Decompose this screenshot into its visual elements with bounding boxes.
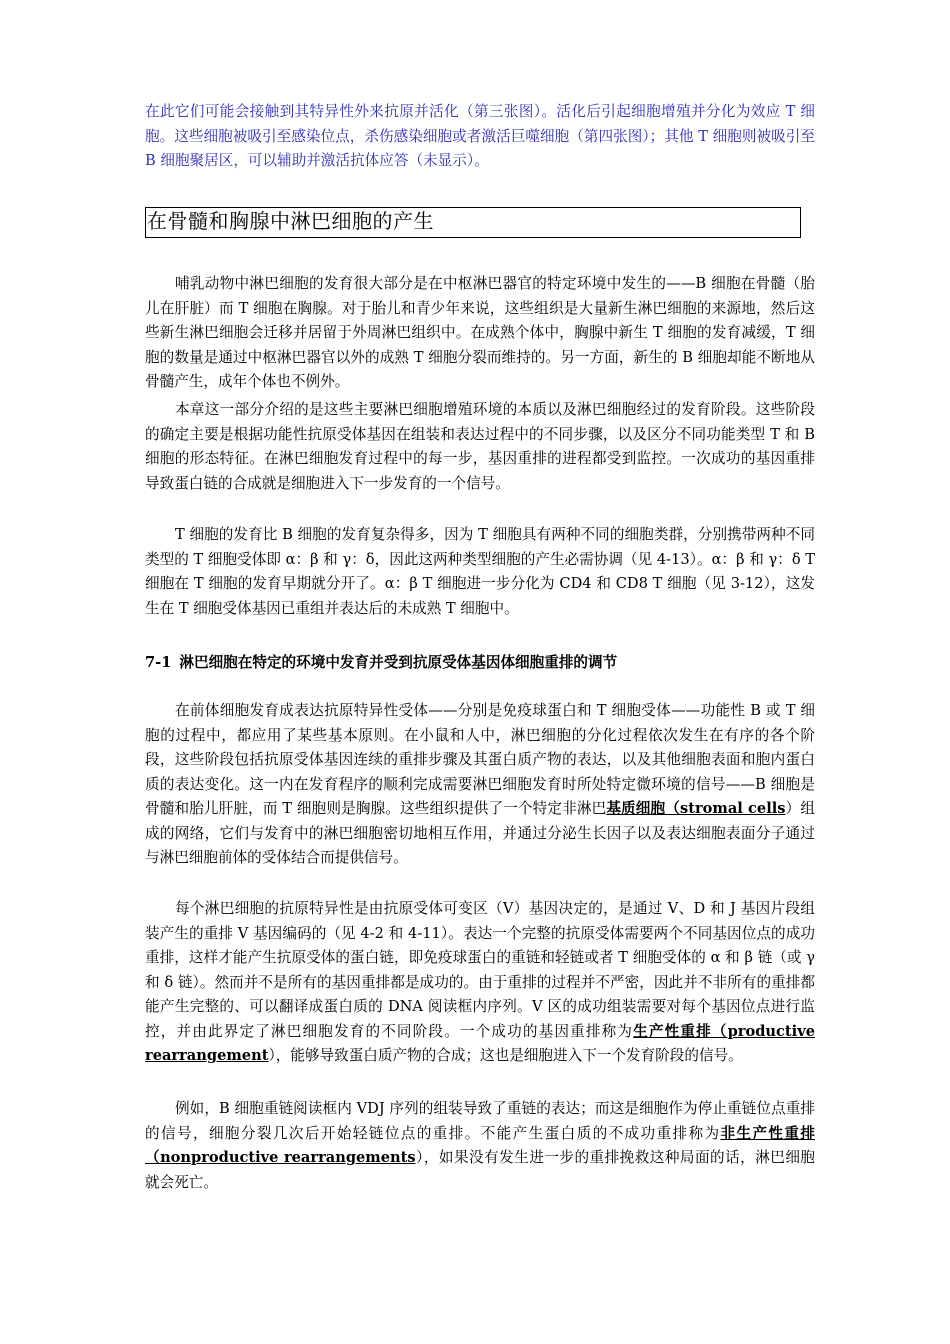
subsection-number: 7-1 — [145, 654, 172, 671]
body-paragraph-3: T 细胞的发育比 B 细胞的发育复杂得多，因为 T 细胞具有两种不同的细胞类群，分别携带两种不同类型的 T 细胞受体即 α：β 和 γ：δ，因此这两种类型细胞的产生必需协调（见 4-13）。α：β 和 γ：δ T 细胞在 T 细胞的发育早期就分开了。α：β T 细胞进一步分化为 CD4 和 CD8 T 细胞（见 3-12），这发生在 T 细胞受体基因已重组并表达后的未成熟 T 细胞中。 — [145, 526, 815, 617]
section-heading-box — [145, 207, 801, 238]
paragraph-6-text-a: 例如，B 细胞重链阅读框内 VDJ 序列的组装导致了重链的表达；而这是细胞作为停止重链位点重排的信号，细胞分裂几次后开始轻链位点的重排。不能产生蛋白质的不成功重排称为 — [145, 1100, 815, 1142]
body-paragraph-2: 本章这一部分介绍的是这些主要淋巴细胞增殖环境的本质以及淋巴细胞经过的发育阶段。这些阶段的确定主要是根据功能性抗原受体基因在组装和表达过程中的不同步骤，以及区分不同功能类型 T 和 B 细胞的形态特征。在淋巴细胞发育过程中的每一步，基因重排的进程都受到监控。一次成功的基因重排导致蛋白链的合成就是细胞进入下一步发育的一个信号。 — [145, 401, 815, 492]
paragraph-4-text-b: ）组成的网络，它们与发育中的淋巴细胞密切地相互作用，并通过分泌生长因子以及表达细胞表面分子通过与淋巴细胞前体的受体结合而提供信号。 — [145, 800, 815, 866]
term-nonproductive-rearrangements: 非生产性重排（nonproductive rearrangements — [145, 1124, 815, 1166]
paragraph-6-text-b: ），如果没有发生进一步的重排挽救这种局面的话，淋巴细胞就会死亡。 — [145, 1149, 815, 1191]
body-paragraph-5 — [145, 897, 815, 1069]
intro-paragraph: 在此它们可能会接触到其特异性外来抗原并活化（第三张图）。活化后引起细胞增殖并分化为效应 T 细胞。这些细胞被吸引至感染位点，杀伤感染细胞或者激活巨噬细胞（第四张图）；其他 T 细胞则被吸引至 B 细胞聚居区，可以辅助并激活抗体应答（未显示）。 — [145, 103, 815, 169]
term-stromal-cells: 基质细胞（stromal cells — [606, 800, 786, 817]
body-paragraph-6 — [145, 1097, 815, 1195]
subsection-heading — [145, 651, 617, 675]
section-title: 在骨髓和胸腺中淋巴细胞的产生 — [147, 209, 434, 233]
body-paragraph-4 — [145, 699, 815, 871]
subsection-title: 淋巴细胞在特定的环境中发育并受到抗原受体基因体细胞重排的调节 — [179, 654, 618, 671]
term-productive-rearrangement: 生产性重排（productive rearrangement — [145, 1022, 815, 1064]
body-paragraph-1: 哺乳动物中淋巴细胞的发育很大部分是在中枢淋巴器官的特定环境中发生的——B 细胞在骨髓（胎儿在肝脏）而 T 细胞在胸腺。对于胎儿和青少年来说，这些组织是大量新生淋巴细胞的来源地，然后这些新生淋巴细胞会迁移并居留于外周淋巴组织中。在成熟个体中，胸腺中新生 T 细胞的发育减缓，T 细胞的数量是通过中枢淋巴器官以外的成熟 T 细胞分裂而维持的。另一方面，新生的 B 细胞却能不断地从骨髓产生，成年个体也不例外。 — [145, 275, 815, 390]
paragraph-5-text-a: 每个淋巴细胞的抗原特异性是由抗原受体可变区（V）基因决定的，是通过 V、D 和 J 基因片段组装产生的重排 V 基因编码的（见 4-2 和 4-11）。表达一个完整的抗原受体需要两个不同基因位点的成功重排，这样才能产生抗原受体的蛋白链，即免疫球蛋白的重链和轻链或者 T 细胞受体的 α 和 β 链（或 γ 和 δ 链）。然而并不是所有的基因重排都是成功的。由于重排的过程并不严密，因此并不非所有的重排都能产生完整的、可以翻译成蛋白质的 DNA 阅读框内序列。V 区的成功组装需要对每个基因位点进行监控，并由此界定了淋巴细胞发育的不同阶段。一个成功的基因重排称为 — [145, 900, 815, 1040]
paragraph-4-text-a: 在前体细胞发育成表达抗原特异性受体——分别是免疫球蛋白和 T 细胞受体——功能性 B 或 T 细胞的过程中，都应用了某些基本原则。在小鼠和人中，淋巴细胞的分化过程依次发生在有序的各个阶段，这些阶段包括抗原受体基因连续的重排步骤及其蛋白质产物的表达，以及其他细胞表面和胞内蛋白质的表达变化。这一内在发育程序的顺利完成需要淋巴细胞发育时所处特定微环境的信号——B 细胞是骨髓和胎儿肝脏，而 T 细胞则是胸腺。这些组织提供了一个特定非淋巴 — [145, 702, 815, 817]
paragraph-5-text-b: ），能够导致蛋白质产物的合成；这也是细胞进入下一个发育阶段的信号。 — [268, 1047, 743, 1064]
